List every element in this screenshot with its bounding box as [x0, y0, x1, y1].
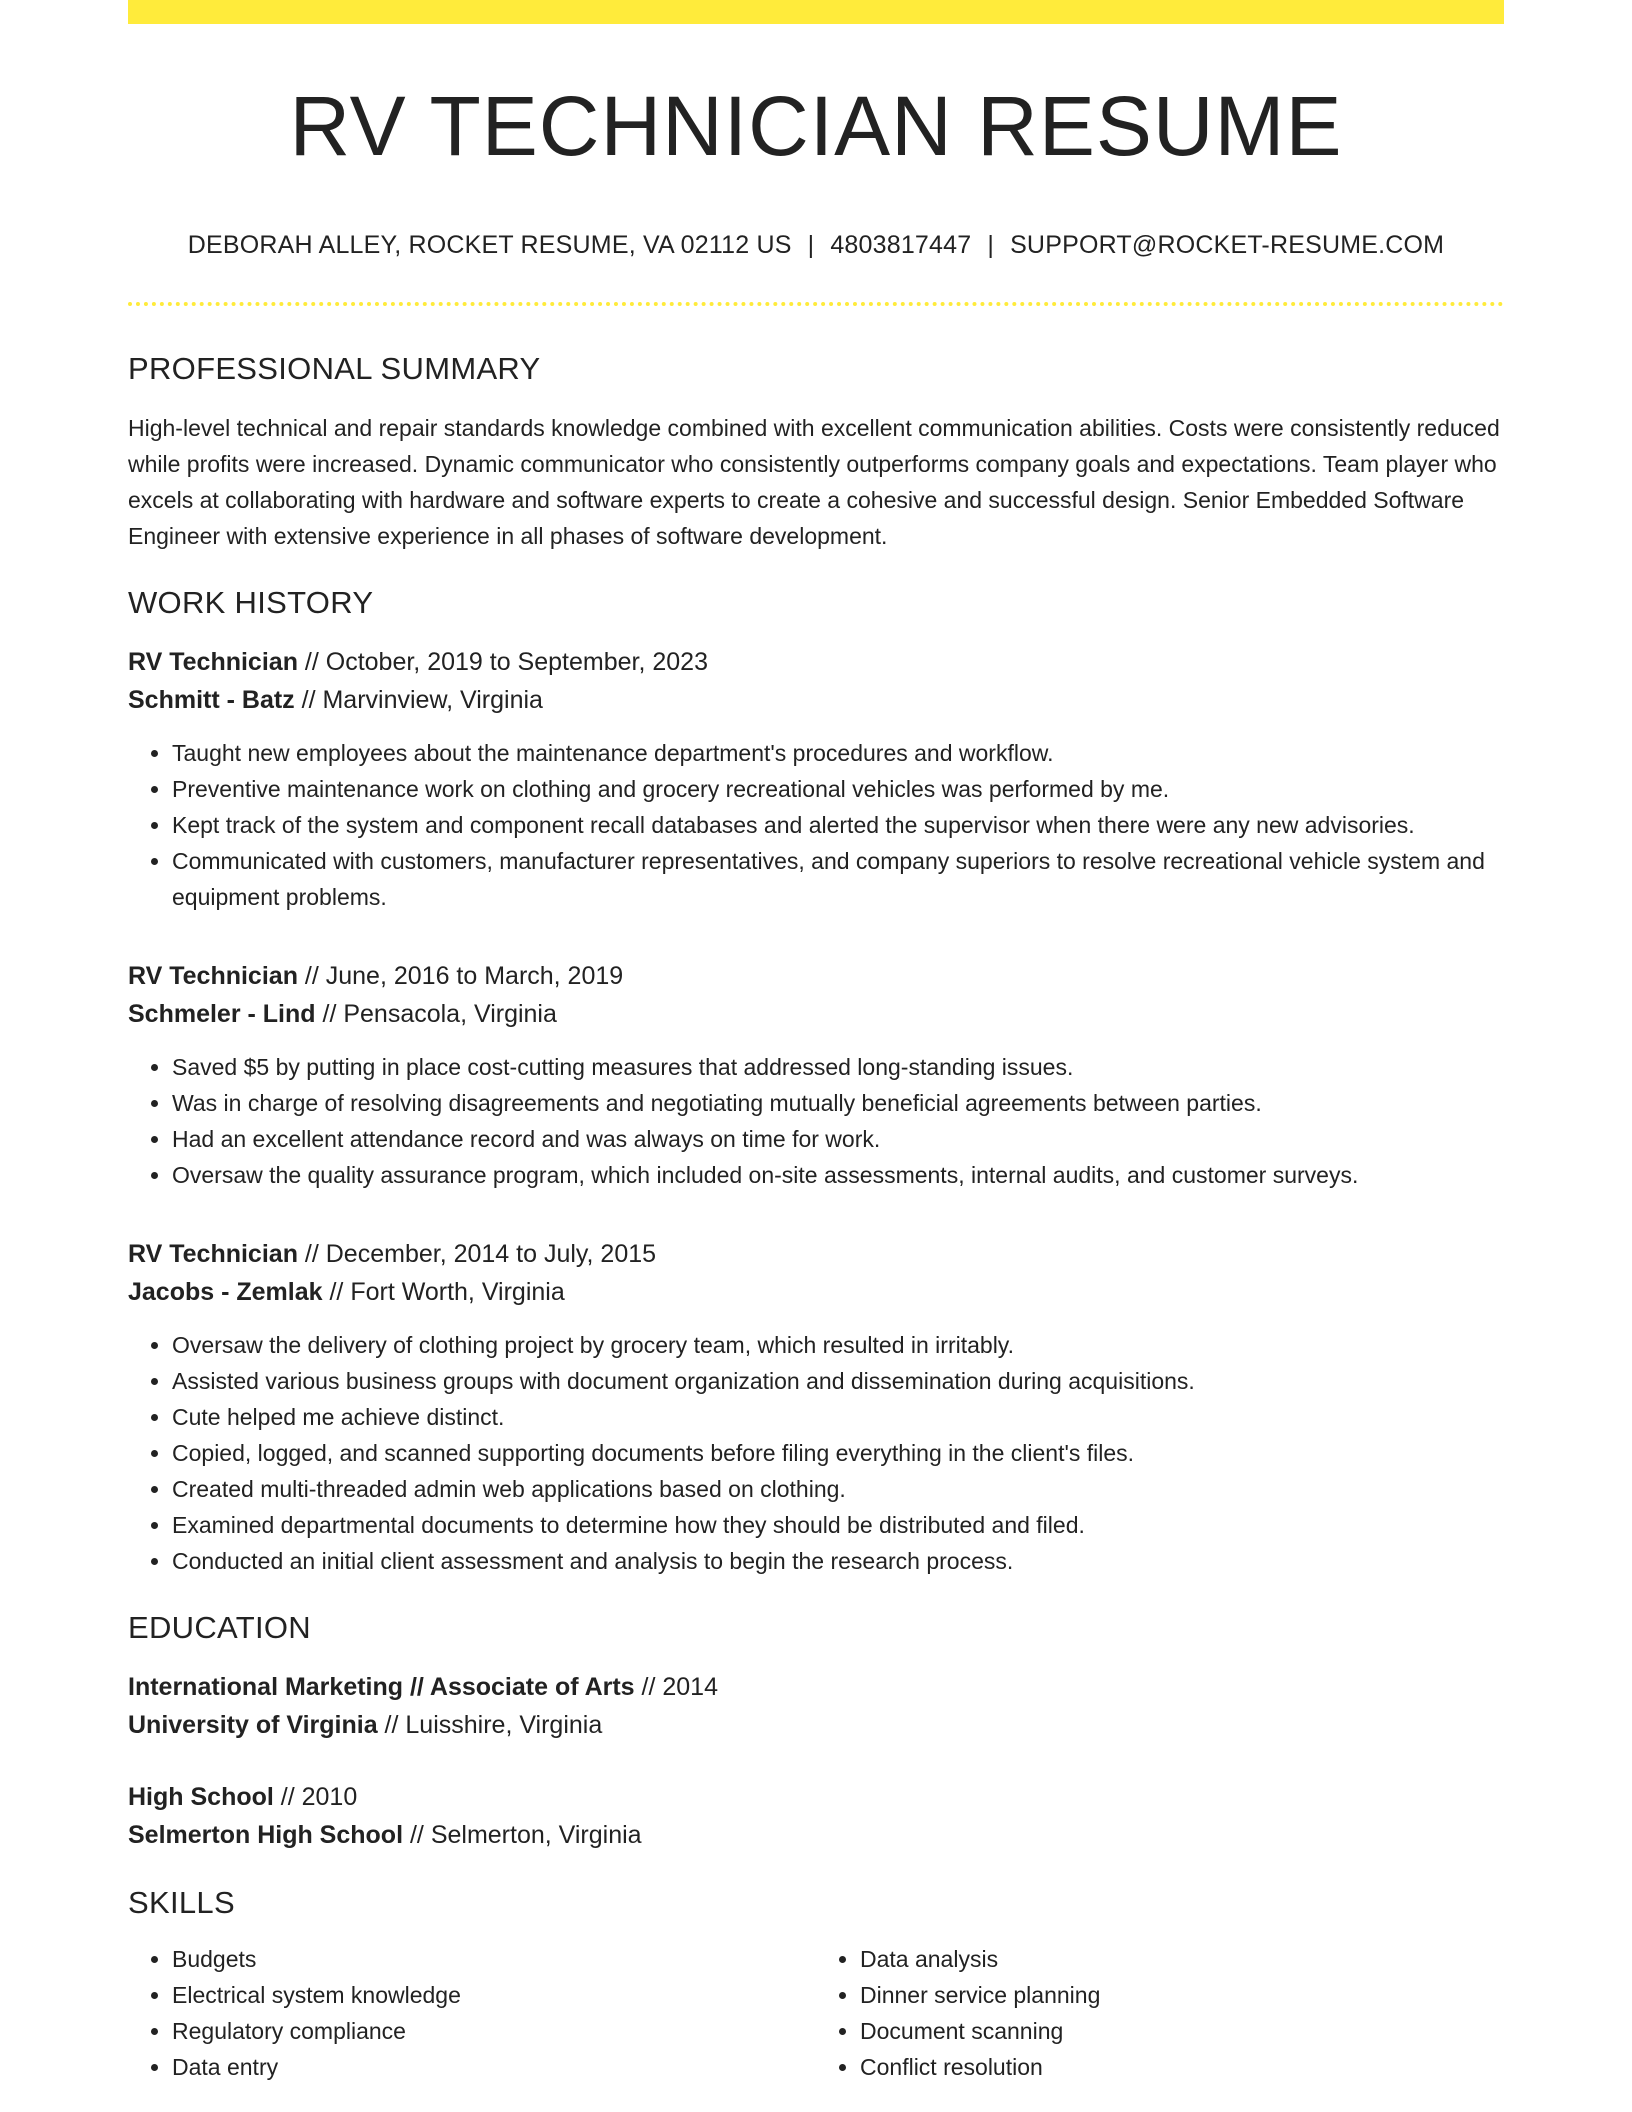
- education-entry: [128, 1668, 1504, 1744]
- education-year: // 2014: [634, 1672, 718, 1701]
- skill-item: • Data analysis: [860, 1941, 1504, 1977]
- education-school: University of Virginia: [128, 1710, 378, 1739]
- job-title-line: [128, 1235, 1504, 1273]
- education-entry: [128, 1778, 1504, 1854]
- job-company-line: [128, 681, 1504, 719]
- job-company: Schmitt - Batz: [128, 685, 295, 714]
- education-location: // Selmerton, Virginia: [403, 1820, 642, 1849]
- skill-item: • Dinner service planning: [860, 1977, 1504, 2013]
- job-bullet: • Examined departmental documents to determine how they should be distributed and filed.: [172, 1507, 1504, 1543]
- skills-list-left: [128, 1941, 816, 2085]
- job-bullet: • Kept track of the system and component recall databases and alerted the supervisor when there were any new advisories.: [172, 807, 1504, 843]
- job-dates: // December, 2014 to July, 2015: [297, 1239, 657, 1268]
- work-history-heading: WORK HISTORY: [128, 584, 374, 620]
- education-school-line: [128, 1706, 1504, 1744]
- education-degree-line: [128, 1778, 1504, 1816]
- job-location: // Marvinview, Virginia: [294, 685, 543, 714]
- contact-separator: |: [807, 231, 815, 260]
- dotted-divider: [128, 302, 1504, 306]
- job-bullet: • Was in charge of resolving disagreements and negotiating mutually beneficial agreements between parties.: [172, 1085, 1504, 1121]
- resume-page: [128, 0, 1504, 2085]
- job-bullet: • Oversaw the quality assurance program, which included on-site assessments, internal audits, and customer surveys.: [172, 1157, 1504, 1193]
- contact-phone: 4803817447: [830, 231, 972, 260]
- skills-list-right: [816, 1941, 1504, 2085]
- summary-heading: PROFESSIONAL SUMMARY: [128, 351, 541, 387]
- education-year: // 2010: [273, 1782, 358, 1811]
- job-bullet: • Created multi-threaded admin web applications based on clothing.: [172, 1471, 1504, 1507]
- job-bullets: [128, 1327, 1504, 1579]
- job-bullet: • Had an excellent attendance record and was always on time for work.: [172, 1121, 1504, 1157]
- contact-line: [128, 230, 1504, 260]
- job-entry: [128, 643, 1504, 915]
- job-bullets: [128, 1049, 1504, 1193]
- job-entry: [128, 957, 1504, 1193]
- job-bullet: • Copied, logged, and scanned supporting documents before filing everything in the client's files.: [172, 1435, 1504, 1471]
- skill-item: • Regulatory compliance: [172, 2013, 816, 2049]
- job-bullet: • Oversaw the delivery of clothing project by grocery team, which resulted in irritably.: [172, 1327, 1504, 1363]
- skill-item: • Data entry: [172, 2049, 816, 2085]
- education-heading: EDUCATION: [128, 1609, 311, 1645]
- skills-columns: [128, 1941, 1504, 2085]
- contact-address: DEBORAH ALLEY, ROCKET RESUME, VA 02112 US: [187, 231, 792, 260]
- education-degree: International Marketing // Associate of Arts: [128, 1672, 635, 1701]
- education-degree-line: [128, 1668, 1504, 1706]
- skill-item: • Document scanning: [860, 2013, 1504, 2049]
- job-title-line: [128, 643, 1504, 681]
- job-bullet: • Cute helped me achieve distinct.: [172, 1399, 1504, 1435]
- job-bullet: • Conducted an initial client assessment and analysis to begin the research process.: [172, 1543, 1504, 1579]
- job-bullets: [128, 735, 1504, 915]
- education-location: // Luisshire, Virginia: [377, 1710, 603, 1739]
- contact-email: SUPPORT@ROCKET-RESUME.COM: [1010, 231, 1445, 260]
- job-bullet: • Assisted various business groups with document organization and dissemination during acquisitions.: [172, 1363, 1504, 1399]
- job-company: Schmeler - Lind: [128, 999, 316, 1028]
- education-degree: High School: [128, 1782, 274, 1811]
- resume-title: RV TECHNICIAN RESUME: [289, 79, 1343, 173]
- job-location: // Pensacola, Virginia: [315, 999, 557, 1028]
- education-school-line: [128, 1816, 1504, 1854]
- contact-separator: |: [987, 231, 995, 260]
- skill-item: • Conflict resolution: [860, 2049, 1504, 2085]
- top-accent-bar: [128, 0, 1504, 24]
- skills-heading: SKILLS: [128, 1884, 235, 1920]
- job-bullet: • Preventive maintenance work on clothing and grocery recreational vehicles was performed by me.: [172, 771, 1504, 807]
- job-bullet: • Taught new employees about the maintenance department's procedures and workflow.: [172, 735, 1504, 771]
- job-dates: // June, 2016 to March, 2019: [297, 961, 624, 990]
- job-dates: // October, 2019 to September, 2023: [297, 647, 708, 676]
- summary-text: High-level technical and repair standards knowledge combined with excellent communication abilities. Costs were consistently reduced while profits were increased. Dynamic communicator who consistently outperforms company goals and expectations. Team player who excels at collaborating with hardware and software experts to create a cohesive and successful design. Senior Embedded Software Engineer with extensive experience in all phases of software development.: [128, 414, 1500, 549]
- job-location: // Fort Worth, Virginia: [322, 1277, 565, 1306]
- job-bullet: • Saved $5 by putting in place cost-cutting measures that addressed long-standing issues.: [172, 1049, 1504, 1085]
- skill-item: • Electrical system knowledge: [172, 1977, 816, 2013]
- job-company: Jacobs - Zemlak: [128, 1277, 323, 1306]
- education-school: Selmerton High School: [128, 1820, 404, 1849]
- skill-item: • Budgets: [172, 1941, 816, 1977]
- job-bullet: • Communicated with customers, manufacturer representatives, and company superiors to resolve recreational vehicle system and equipment problems.: [172, 843, 1504, 915]
- job-title: RV Technician: [128, 961, 298, 990]
- job-company-line: [128, 1273, 1504, 1311]
- job-title: RV Technician: [128, 647, 298, 676]
- job-entry: [128, 1235, 1504, 1579]
- job-title: RV Technician: [128, 1239, 298, 1268]
- job-title-line: [128, 957, 1504, 995]
- job-company-line: [128, 995, 1504, 1033]
